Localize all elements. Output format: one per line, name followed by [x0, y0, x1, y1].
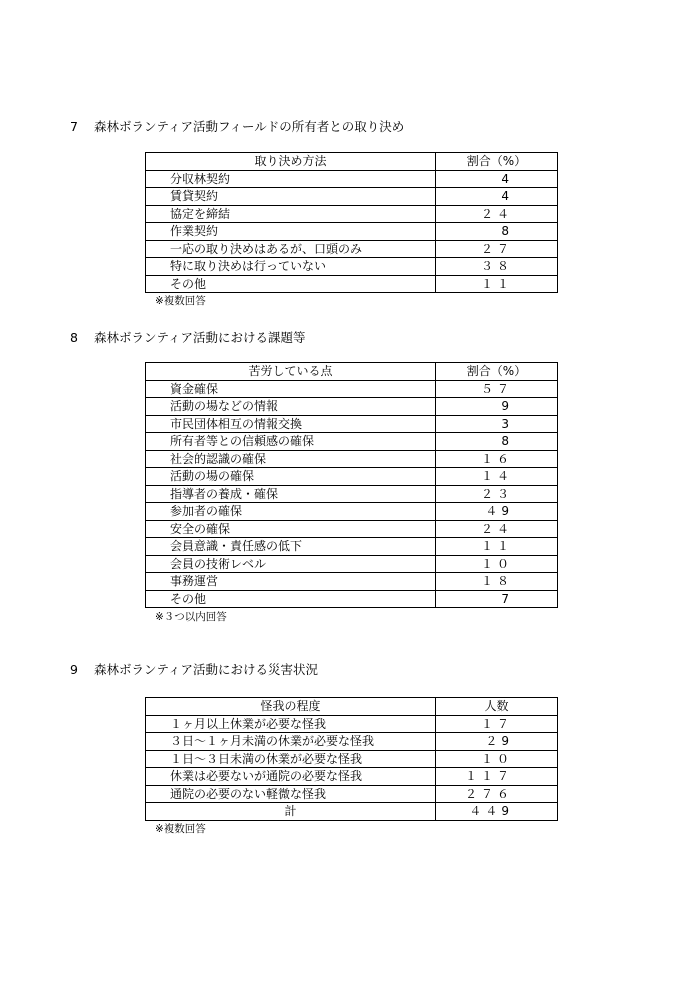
row-value: ２9	[436, 733, 558, 751]
row-label: 通院の必要のない軽微な怪我	[146, 785, 436, 803]
table-row	[146, 450, 558, 468]
table-row	[146, 768, 558, 786]
table-row	[146, 485, 558, 503]
row-value: 4	[436, 188, 558, 206]
table-row	[146, 520, 558, 538]
table-row	[146, 240, 558, 258]
row-label: 特に取り決めは行っていない	[146, 258, 436, 276]
row-value: ２４	[436, 205, 558, 223]
row-value: ４9	[436, 503, 558, 521]
row-value: １０	[436, 555, 558, 573]
row-value: １１７	[436, 768, 558, 786]
row-label: 資金確保	[146, 380, 436, 398]
table-row	[146, 188, 558, 206]
table-row	[146, 715, 558, 733]
row-value: 7	[436, 590, 558, 608]
row-value: 3	[436, 415, 558, 433]
table-row	[146, 590, 558, 608]
table-row	[146, 223, 558, 241]
row-label: 会員意識・責任感の低下	[146, 538, 436, 556]
footnote: ※３つ以内回答	[155, 611, 227, 623]
table-row	[146, 555, 558, 573]
accident-table	[145, 697, 558, 821]
row-label: 所有者等との信頼感の確保	[146, 433, 436, 451]
agreement-method-table	[145, 152, 558, 293]
table-row	[146, 538, 558, 556]
section-9-heading	[70, 662, 318, 678]
row-value: ３８	[436, 258, 558, 276]
row-value: ２７	[436, 240, 558, 258]
row-label: ３日～１ヶ月未満の休業が必要な怪我	[146, 733, 436, 751]
table-row	[146, 750, 558, 768]
table-row	[146, 785, 558, 803]
row-label: 指導者の養成・確保	[146, 485, 436, 503]
row-label: 賃貸契約	[146, 188, 436, 206]
row-label: 会員の技術レベル	[146, 555, 436, 573]
column-header: 怪我の程度	[146, 698, 436, 716]
section-title: 森林ボランティア活動における災害状況	[94, 662, 319, 677]
section-number: 7	[70, 119, 78, 134]
table-row	[146, 398, 558, 416]
section-title: 森林ボランティア活動フィールドの所有者との取り決め	[94, 119, 405, 134]
section-title: 森林ボランティア活動における課題等	[94, 330, 306, 345]
table-row	[146, 573, 558, 591]
row-value: １８	[436, 573, 558, 591]
row-label: 一応の取り決めはあるが、口頭のみ	[146, 240, 436, 258]
row-label: 参加者の確保	[146, 503, 436, 521]
row-value: ２３	[436, 485, 558, 503]
table-row	[146, 275, 558, 293]
row-value: １６	[436, 450, 558, 468]
row-label: １ヶ月以上休業が必要な怪我	[146, 715, 436, 733]
row-value: 4	[436, 170, 558, 188]
row-label: 社会的認識の確保	[146, 450, 436, 468]
table-row	[146, 468, 558, 486]
row-label: 作業契約	[146, 223, 436, 241]
row-label: その他	[146, 590, 436, 608]
row-label: その他	[146, 275, 436, 293]
row-label: 事務運営	[146, 573, 436, 591]
row-value: ２７６	[436, 785, 558, 803]
row-value: 8	[436, 433, 558, 451]
table-row	[146, 733, 558, 751]
challenges-table	[145, 362, 558, 608]
footnote: ※複数回答	[155, 295, 206, 307]
section-number: 8	[70, 330, 78, 345]
table-header-row	[146, 153, 558, 171]
table-row	[146, 170, 558, 188]
row-value: １０	[436, 750, 558, 768]
section-7-heading	[70, 119, 404, 135]
column-header: 人数	[436, 698, 558, 716]
row-value: １７	[436, 715, 558, 733]
column-header: 苦労している点	[146, 363, 436, 381]
footnote: ※複数回答	[155, 823, 206, 835]
row-label: 協定を締結	[146, 205, 436, 223]
column-header: 割合（%）	[436, 363, 558, 381]
row-value: １１	[436, 275, 558, 293]
table-total-row	[146, 803, 558, 821]
row-value: １１	[436, 538, 558, 556]
row-value: ５７	[436, 380, 558, 398]
row-label: 分収林契約	[146, 170, 436, 188]
table-row	[146, 380, 558, 398]
row-value: １４	[436, 468, 558, 486]
column-header: 割合（%）	[436, 153, 558, 171]
total-value: ４４9	[436, 803, 558, 821]
row-label: 休業は必要ないが通院の必要な怪我	[146, 768, 436, 786]
table-header-row	[146, 363, 558, 381]
row-value: 8	[436, 223, 558, 241]
row-label: 活動の場の確保	[146, 468, 436, 486]
row-value: 9	[436, 398, 558, 416]
table-row	[146, 433, 558, 451]
row-label: 安全の確保	[146, 520, 436, 538]
table-row	[146, 205, 558, 223]
section-8-heading	[70, 330, 306, 346]
table-header-row	[146, 698, 558, 716]
table-row	[146, 503, 558, 521]
row-value: ２４	[436, 520, 558, 538]
total-label: 計	[146, 803, 436, 821]
row-label: １日～３日未満の休業が必要な怪我	[146, 750, 436, 768]
row-label: 市民団体相互の情報交換	[146, 415, 436, 433]
table-row	[146, 258, 558, 276]
column-header: 取り決め方法	[146, 153, 436, 171]
row-label: 活動の場などの情報	[146, 398, 436, 416]
table-row	[146, 415, 558, 433]
section-number: 9	[70, 662, 78, 677]
